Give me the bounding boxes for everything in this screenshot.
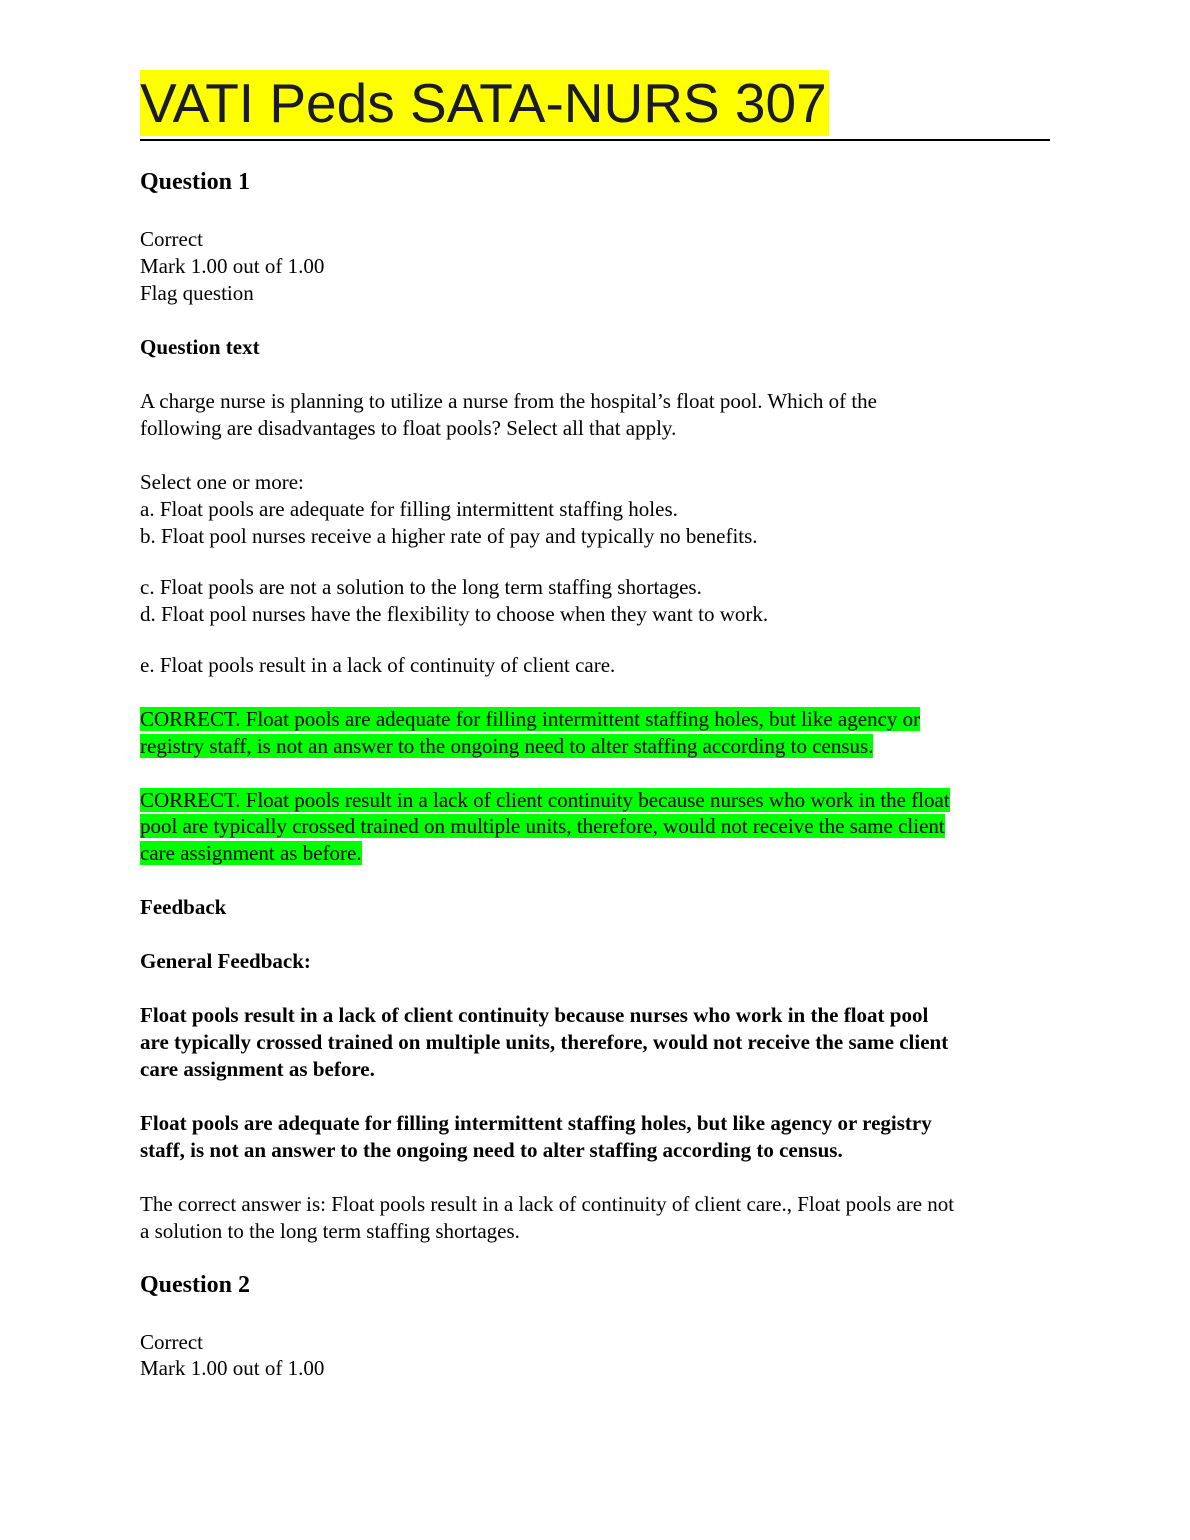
option-e[interactable]: e. Float pools result in a lack of continuity of client care. [140,653,616,677]
question-2-mark: Mark 1.00 out of 1.00 [140,1356,325,1380]
question-1-mark: Mark 1.00 out of 1.00 [140,254,325,278]
select-label: Select one or more: [140,470,304,494]
question-1-status: Correct [140,227,203,251]
question-2-heading: Question 2 [140,1272,251,1298]
correct-note-1-line: registry staff, is not an answer to the ongoing need to alter staffing according to census. [140,734,874,758]
general-feedback-label: General Feedback: [140,949,311,973]
question-prompt-line: following are disadvantages to float pools? Select all that apply. [140,416,677,440]
option-c[interactable]: c. Float pools are not a solution to the long term staffing shortages. [140,575,702,599]
document-title: VATI Peds SATA-NURS 307 [140,72,827,134]
general-feedback-line: staff, is not an answer to the ongoing need to alter staffing according to census. [140,1138,843,1162]
question-1-heading: Question 1 [140,169,251,195]
option-a[interactable]: a. Float pools are adequate for filling intermittent staffing holes. [140,497,678,521]
feedback-label: Feedback [140,895,227,919]
question-text-label: Question text [140,335,260,359]
correct-note-1-line: CORRECT. Float pools are adequate for filling intermittent staffing holes, but like agency or [140,707,921,731]
general-feedback-line: Float pools result in a lack of client continuity because nurses who work in the float pool [140,1003,929,1027]
flag-question-link[interactable]: Flag question [140,281,254,305]
question-2-status: Correct [140,1330,203,1354]
correct-answer-line: The correct answer is: Float pools result in a lack of continuity of client care., Float pools are not [140,1192,955,1216]
correct-note-2-line: care assignment as before. [140,841,362,865]
correct-note-2-line: pool are typically crossed trained on multiple units, therefore, would not receive the same client [140,814,945,838]
question-prompt-line: A charge nurse is planning to utilize a nurse from the hospital’s float pool. Which of the [140,389,877,413]
correct-note-2-line: CORRECT. Float pools result in a lack of client continuity because nurses who work in the float [140,788,950,812]
general-feedback-line: Float pools are adequate for filling intermittent staffing holes, but like agency or registry [140,1111,932,1135]
correct-answer-line: a solution to the long term staffing shortages. [140,1219,520,1243]
general-feedback-line: are typically crossed trained on multiple units, therefore, would not receive the same client [140,1030,949,1054]
title-divider [140,139,1050,141]
general-feedback-line: care assignment as before. [140,1057,375,1081]
option-d[interactable]: d. Float pool nurses have the flexibility to choose when they want to work. [140,602,769,626]
option-b[interactable]: b. Float pool nurses receive a higher rate of pay and typically no benefits. [140,524,758,548]
